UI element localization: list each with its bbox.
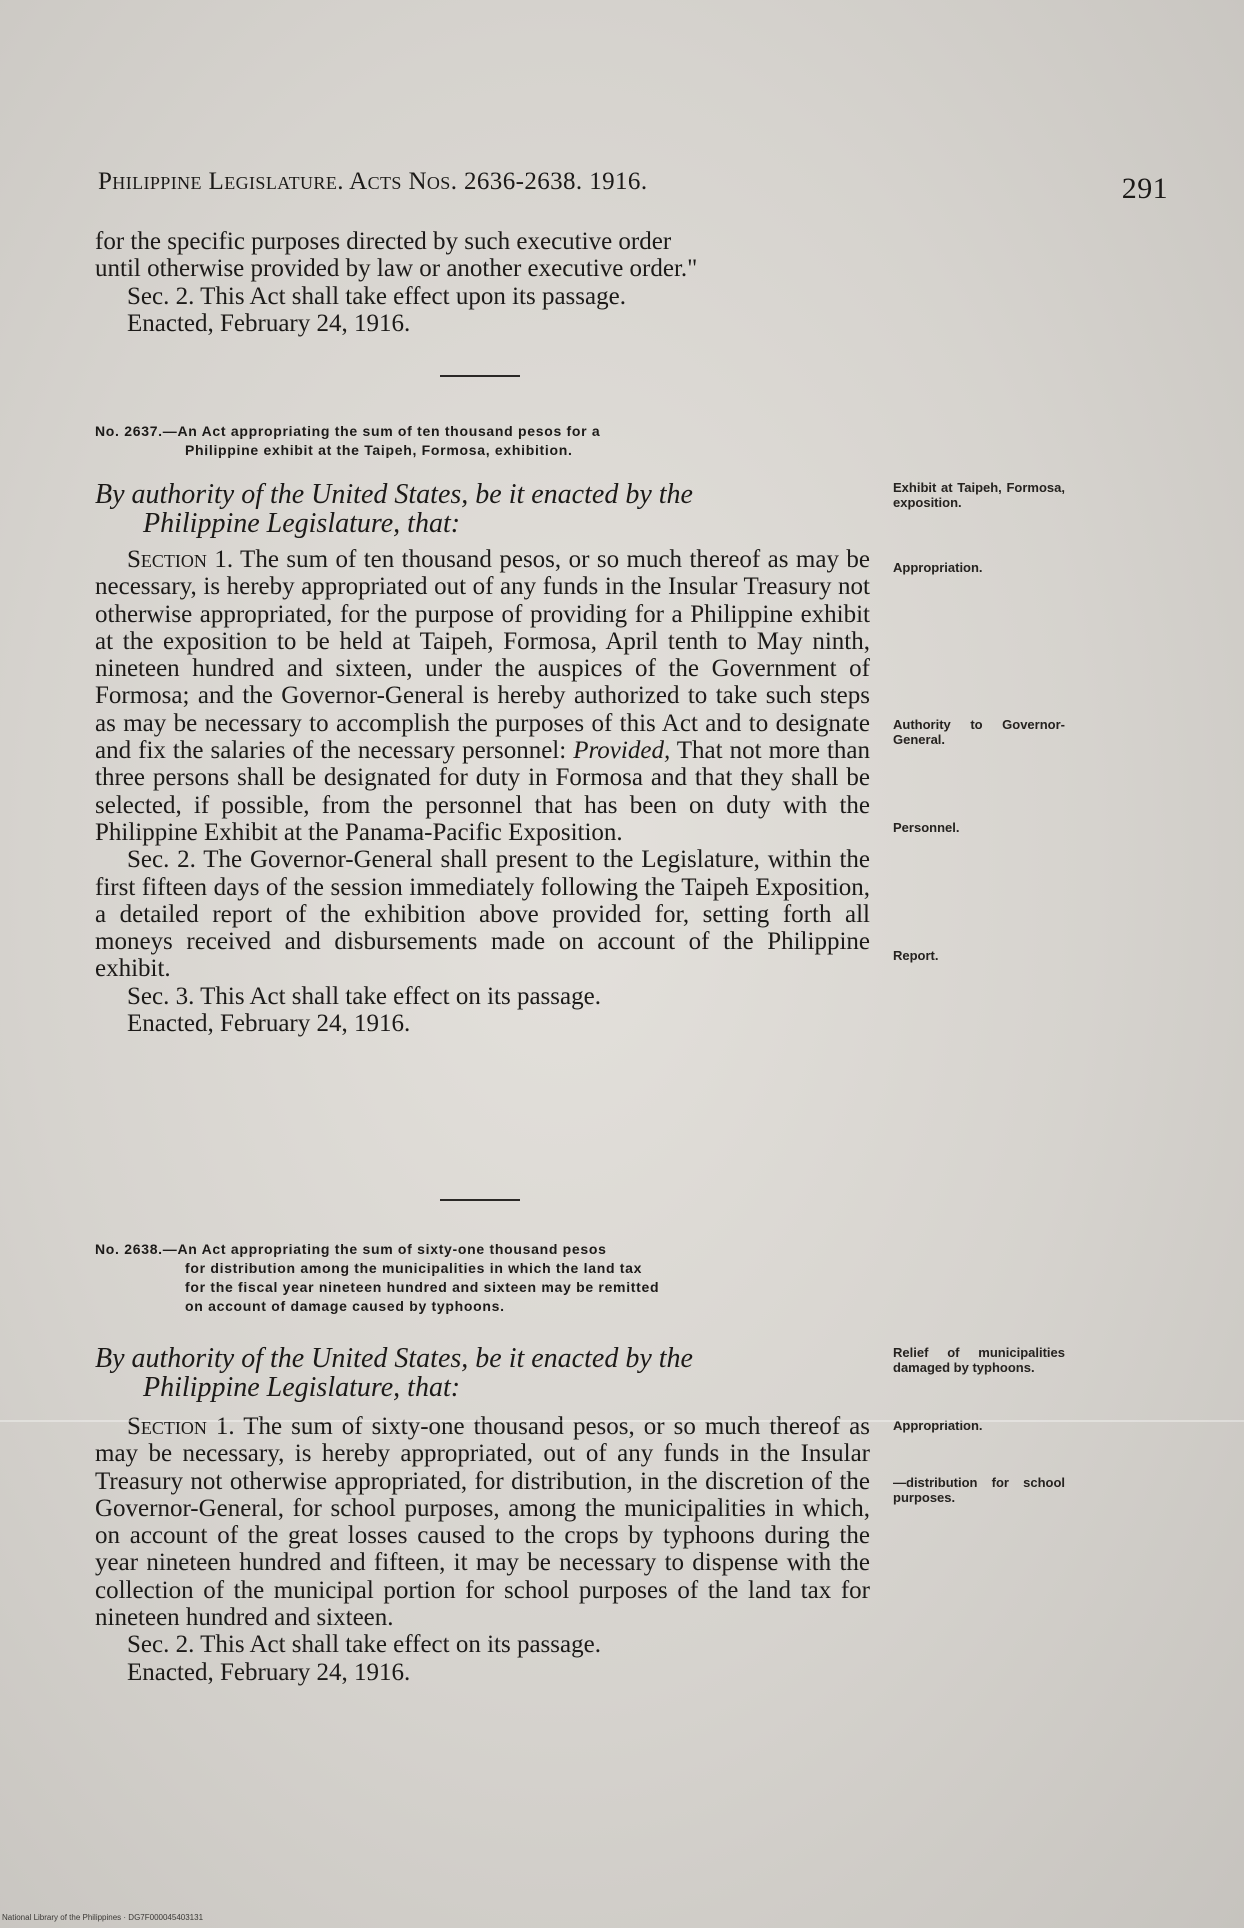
scan-fold-line	[0, 1420, 1244, 1422]
section-divider	[440, 1199, 520, 1201]
provided-term: Provided,	[573, 737, 671, 765]
page-number: 291	[1121, 172, 1168, 205]
margin-note-authority: Authority to Governor-General.	[893, 717, 1065, 747]
running-head	[98, 168, 1168, 204]
enacting-clause	[95, 1344, 870, 1402]
heading-line: No. 2638.—An Act appropriating the sum of sixty-one thousand pesos	[95, 1241, 607, 1257]
margin-note-appropriation: Appropriation.	[893, 1418, 983, 1433]
section-1	[95, 546, 870, 846]
enacting-clause	[95, 480, 870, 538]
heading-line: Philippine exhibit at the Taipeh, Formosa, exhibition.	[185, 442, 573, 458]
text-line: until otherwise provided by law or another executive order."	[95, 255, 698, 283]
heading-line: No. 2637.—An Act appropriating the sum of ten thousand pesos for a	[95, 423, 601, 439]
section-label: Section	[127, 546, 207, 573]
section-label: Section	[127, 1413, 207, 1440]
heading-line: for the fiscal year nineteen hundred and sixteen may be remitted	[185, 1279, 660, 1295]
margin-note-exhibit: Exhibit at Taipeh, Formosa, exposition.	[893, 480, 1065, 510]
enacted-date: Enacted, February 24, 1916.	[127, 309, 411, 337]
enacting-line: Philippine Legislature, that:	[143, 1372, 461, 1403]
enacting-line: Philippine Legislature, that:	[143, 508, 461, 539]
enacted-date: Enacted, February 24, 1916.	[127, 1010, 411, 1038]
section-text: 1. The sum of ten thousand pesos, or so much thereof as may be necessary, is hereby appropriated out of any funds in the Insular Treasury not otherwise appropriated, for the purpose of providing for a Philippine exhibit at the exposition to be held at Taipeh, Formosa, April tenth to May ninth, nineteen hundred and sixteen, under the auspices of the Government of Formosa; and the Governor-General is hereby authorized to take such steps as may be necessary to accomplish the purposes of this Act and to designate and fix the salaries of the necessary personnel:	[95, 546, 870, 765]
section-text: 1. The sum of sixty-one thousand pesos, or so much thereof as may be necessary, is hereby appropriated, out of any funds in the Insular Treasury not otherwise appropriated, for distribution, in the discretion of the Governor-General, for school purposes, among the municipalities in which, on account of the great losses caused to the crops by typhoons during the year nineteen hundred and fifteen, it may be necessary to dispense with the collection of the municipal portion for school purposes of the land tax for nineteen hundred and sixteen.	[95, 1413, 870, 1632]
section-1	[95, 1413, 870, 1631]
section-divider	[440, 375, 520, 377]
margin-note-relief: Relief of municipalities damaged by typhoons.	[893, 1345, 1065, 1375]
section-3: Sec. 3. This Act shall take effect on its passage.	[127, 982, 601, 1010]
act-2638-body	[95, 1413, 870, 1686]
act-2636-conclusion	[95, 228, 870, 337]
enacting-line: By authority of the United States, be it enacted by the	[95, 479, 693, 510]
enacting-line: By authority of the United States, be it enacted by the	[95, 1343, 693, 1374]
section-2: Sec. 2. This Act shall take effect upon its passage.	[127, 282, 626, 310]
act-2638-heading	[95, 1240, 870, 1316]
enacted-date: Enacted, February 24, 1916.	[127, 1658, 411, 1686]
text-line: for the specific purposes directed by such executive order	[95, 228, 672, 255]
scan-credit: National Library of the Philippines · DG7F000045403131	[2, 1913, 204, 1922]
running-title: Philippine Legislature. Acts Nos. 2636-2638. 1916.	[98, 168, 648, 195]
margin-note-personnel: Personnel.	[893, 820, 960, 835]
heading-line: on account of damage caused by typhoons.	[185, 1298, 505, 1314]
margin-note-report: Report.	[893, 948, 939, 963]
act-2637-heading	[95, 422, 870, 460]
margin-note-distribution: —distribution for school purposes.	[893, 1475, 1065, 1505]
heading-line: for distribution among the municipalities in which the land tax	[185, 1260, 643, 1276]
section-text: That not more than three persons shall be designated for duty in Formosa and that they shall be selected, if possible, from the personnel that has been on duty with the Philippine Exhibit at the Panama-Pacific Exposition.	[95, 737, 871, 846]
margin-note-appropriation: Appropriation.	[893, 560, 983, 575]
act-2637-body	[95, 546, 870, 1037]
section-2: Sec. 2. This Act shall take effect on its passage.	[127, 1631, 601, 1659]
section-2: Sec. 2. The Governor-General shall present to the Legislature, within the first fifteen days of the session immediately following the Taipeh Exposition, a detailed report of the exhibition above provided for, setting forth all moneys received and disbursements made on account of the Philippine exhibit.	[95, 846, 870, 983]
